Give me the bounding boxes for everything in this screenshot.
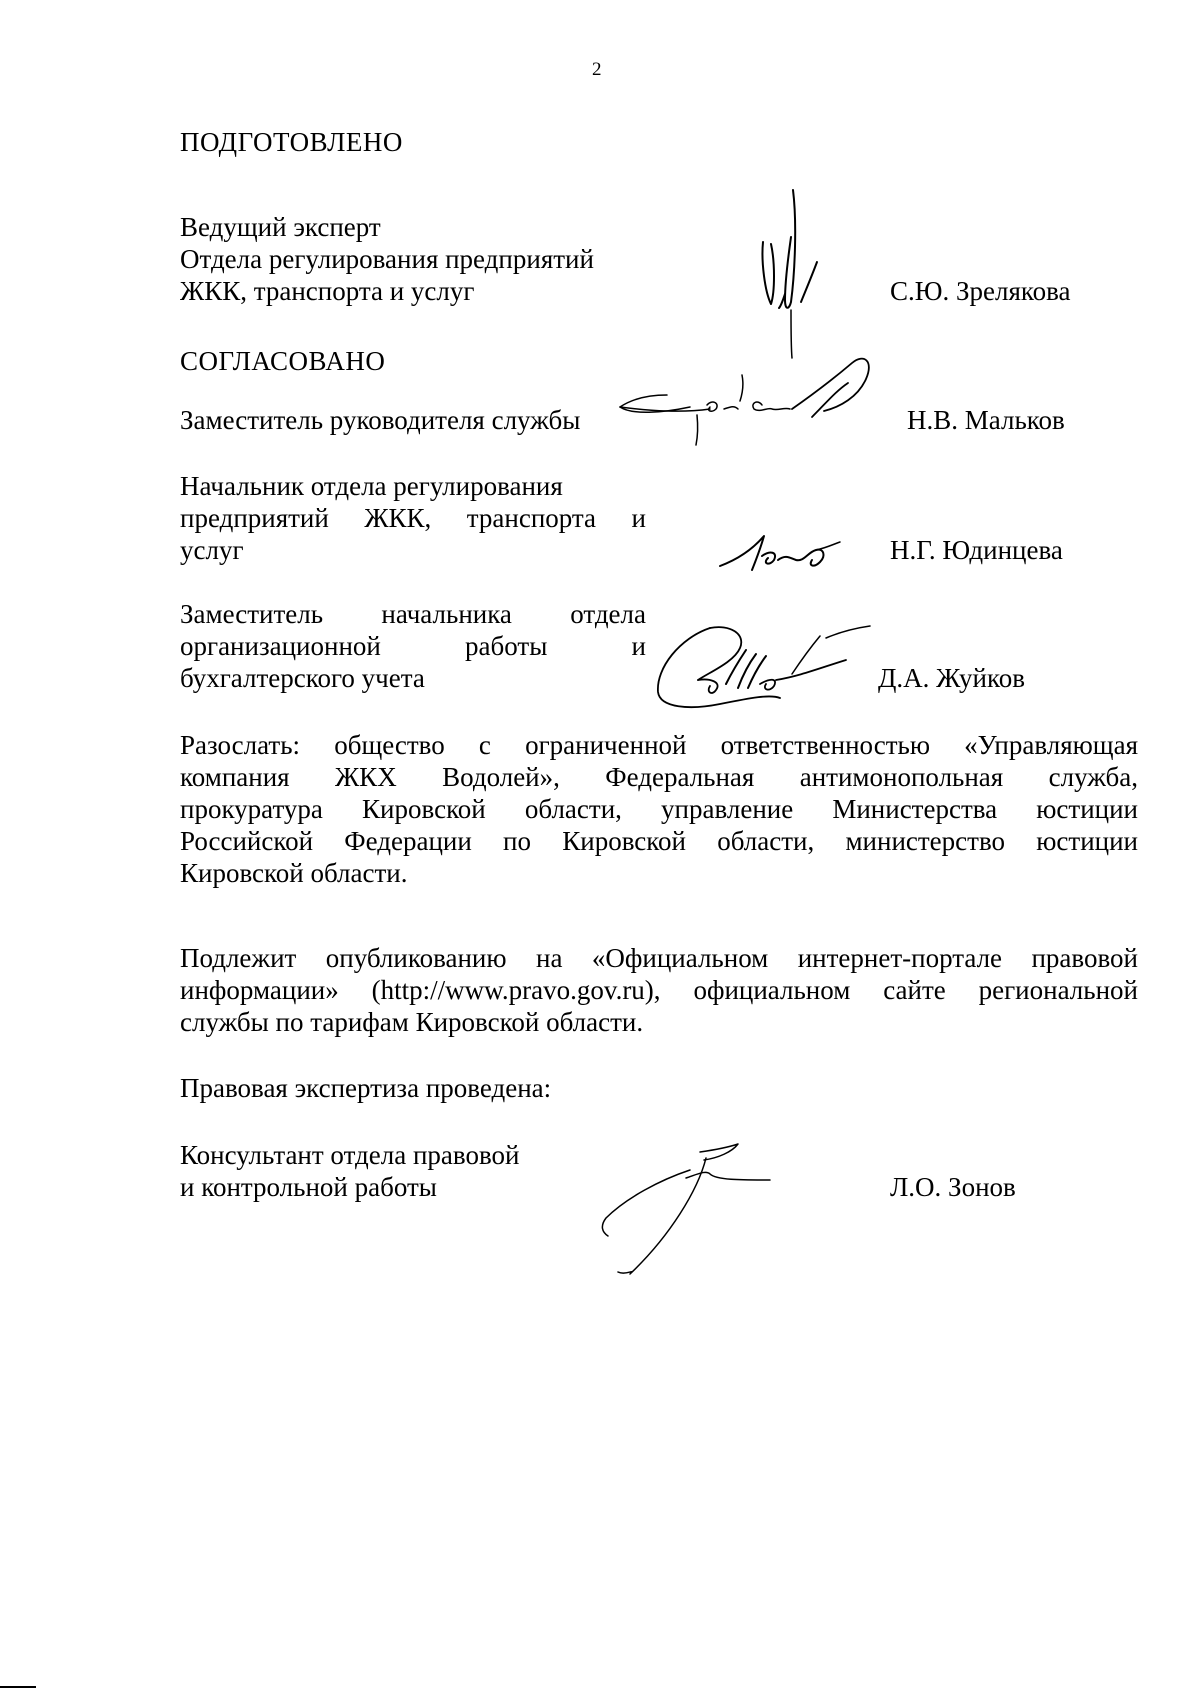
signature-zonov bbox=[590, 1140, 790, 1280]
signature-yudintseva bbox=[716, 530, 846, 580]
legal-review-signer-name: Л.О. Зонов bbox=[890, 1172, 1016, 1202]
position-line: Отдела регулирования предприятий bbox=[180, 244, 594, 274]
position-line: организационной работы и bbox=[180, 631, 646, 661]
agreed-signer-position bbox=[180, 598, 646, 694]
position-line: и контрольной работы bbox=[180, 1172, 437, 1202]
legal-review-statement: Правовая экспертиза проведена: bbox=[180, 1073, 552, 1103]
agreed-signer-name: Н.Г. Юдинцева bbox=[890, 535, 1063, 565]
signature-malkov bbox=[612, 355, 912, 475]
position-line: Консультант отдела правовой bbox=[180, 1140, 520, 1170]
agreed-signer-position bbox=[180, 470, 646, 566]
position-line: Ведущий эксперт bbox=[180, 212, 381, 242]
legal-review-position bbox=[180, 1139, 646, 1203]
paragraph-line: прокуратура Кировской области, управление Министерства юстиции bbox=[180, 794, 1138, 824]
signature-zhuykov bbox=[650, 618, 890, 718]
agreed-signer-name: Н.В. Мальков bbox=[907, 405, 1065, 435]
scan-edge-mark bbox=[0, 1686, 36, 1688]
signature-zrelyakova bbox=[745, 182, 835, 362]
position-line: Заместитель руководителя службы bbox=[180, 405, 581, 435]
position-line: Начальник отдела регулирования bbox=[180, 471, 563, 501]
paragraph-line: Кировской области. bbox=[180, 858, 408, 888]
agreed-heading: СОГЛАСОВАНО bbox=[180, 346, 386, 376]
position-line: бухгалтерского учета bbox=[180, 663, 425, 693]
publication-paragraph bbox=[180, 942, 1138, 1038]
paragraph-line: Разослать: общество с ограниченной ответственностью «Управляющая bbox=[180, 730, 1138, 760]
prepared-signer-name: С.Ю. Зрелякова bbox=[890, 276, 1071, 306]
paragraph-line: компания ЖКХ Водолей», Федеральная антимонопольная служба, bbox=[180, 762, 1138, 792]
agreed-signer-name: Д.А. Жуйков bbox=[878, 663, 1025, 693]
position-line: предприятий ЖКК, транспорта и bbox=[180, 503, 646, 533]
paragraph-line: Подлежит опубликованию на «Официальном интернет-портале правовой bbox=[180, 943, 1138, 973]
prepared-position bbox=[180, 211, 646, 307]
position-line: ЖКК, транспорта и услуг bbox=[180, 276, 475, 306]
paragraph-line: Российской Федерации по Кировской области, министерство юстиции bbox=[180, 826, 1138, 856]
paragraph-line: информации» (http://www.pravo.gov.ru), официальном сайте региональной bbox=[180, 975, 1138, 1005]
distribution-paragraph bbox=[180, 729, 1138, 889]
paragraph-line: службы по тарифам Кировской области. bbox=[180, 1007, 644, 1037]
position-line: Заместитель начальника отдела bbox=[180, 599, 646, 629]
agreed-signer-position bbox=[180, 404, 646, 436]
page-number: 2 bbox=[592, 59, 602, 80]
position-line: услуг bbox=[180, 535, 244, 565]
prepared-heading: ПОДГОТОВЛЕНО bbox=[180, 127, 403, 157]
